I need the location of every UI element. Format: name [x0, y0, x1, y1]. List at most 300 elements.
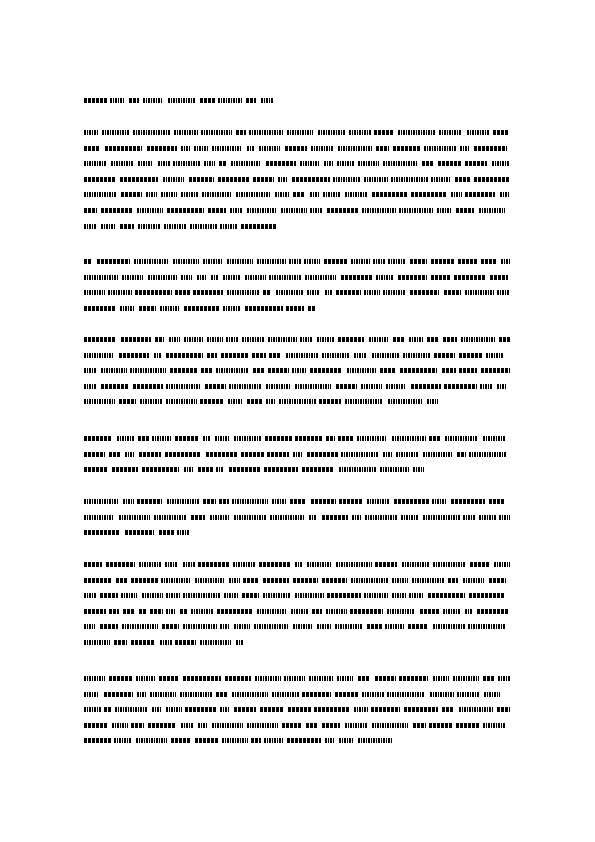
word-block [434, 353, 455, 358]
word-block [387, 692, 425, 697]
word-block [275, 192, 290, 197]
word-block [140, 399, 163, 404]
word-block [234, 624, 250, 629]
word-block [97, 259, 130, 264]
word-block [212, 723, 243, 728]
word-block [317, 337, 335, 342]
word-block [255, 676, 281, 681]
word-block [166, 399, 197, 404]
word-block [84, 609, 106, 614]
word-block [465, 161, 487, 166]
word-block [484, 692, 500, 697]
word-block [230, 208, 242, 213]
word-block [325, 290, 333, 295]
word-block [175, 436, 198, 441]
word-block [336, 384, 357, 389]
text-line [84, 466, 512, 474]
word-block [400, 368, 437, 373]
word-block [223, 306, 240, 311]
word-block [323, 192, 341, 197]
word-block [261, 98, 273, 103]
word-block [247, 208, 277, 213]
paragraph [84, 675, 512, 753]
word-block [228, 399, 243, 404]
word-block [474, 177, 509, 182]
word-block [180, 692, 212, 697]
word-block [336, 562, 372, 567]
word-block [198, 723, 207, 728]
word-block [427, 337, 439, 342]
word-block [84, 290, 105, 295]
word-block [290, 499, 306, 504]
word-block [198, 562, 229, 567]
text-line [84, 561, 512, 569]
word-block [486, 353, 503, 358]
word-block [114, 738, 132, 743]
word-block [135, 290, 172, 295]
word-block [84, 676, 105, 681]
word-block [133, 130, 171, 135]
word-block [227, 290, 260, 295]
word-block [393, 337, 405, 342]
word-block [287, 130, 313, 135]
text-line [84, 383, 512, 391]
word-block [339, 738, 354, 743]
word-block [279, 399, 316, 404]
word-block [388, 259, 406, 264]
word-block [309, 515, 317, 520]
text-line [84, 352, 512, 360]
word-block [122, 624, 158, 629]
text-line [84, 336, 512, 344]
word-block [312, 609, 322, 614]
word-block [249, 130, 284, 135]
word-block [191, 609, 214, 614]
word-block [469, 452, 506, 457]
paragraph [84, 129, 512, 238]
word-block [458, 259, 477, 264]
word-block [399, 676, 428, 681]
word-block [121, 337, 151, 342]
word-block [474, 146, 507, 151]
word-block [345, 723, 367, 728]
word-block [243, 578, 259, 583]
word-block [438, 161, 461, 166]
word-block [181, 275, 192, 280]
word-block [392, 436, 426, 441]
word-block [84, 368, 97, 373]
word-block [259, 562, 291, 567]
word-block [247, 146, 255, 151]
word-block [207, 353, 217, 358]
word-block [302, 467, 334, 472]
word-block [374, 130, 394, 135]
word-block [396, 452, 419, 457]
word-block [174, 130, 198, 135]
word-block [234, 707, 256, 712]
word-block [383, 290, 406, 295]
word-block [115, 707, 147, 712]
word-block [142, 593, 163, 598]
word-block [195, 578, 225, 583]
word-block [456, 723, 479, 728]
word-block [311, 499, 336, 504]
word-block [429, 436, 440, 441]
word-block [319, 399, 341, 404]
word-block [453, 676, 479, 681]
word-block [477, 609, 509, 614]
text-line [84, 367, 512, 375]
word-block [203, 436, 211, 441]
word-block [311, 146, 333, 151]
text-line [84, 737, 512, 745]
word-block [430, 692, 454, 697]
word-block [278, 177, 288, 182]
word-block [142, 467, 179, 472]
word-block [428, 593, 465, 598]
word-block [455, 177, 470, 182]
word-block [358, 676, 370, 681]
word-block [322, 353, 350, 358]
word-block [443, 609, 461, 614]
word-block [143, 98, 163, 103]
word-block [84, 467, 108, 472]
word-block [242, 337, 265, 342]
word-block [152, 707, 162, 712]
word-block [184, 467, 193, 472]
word-block [493, 130, 508, 135]
word-block [191, 515, 205, 520]
text-line [84, 529, 512, 537]
word-block [165, 452, 201, 457]
text-line [84, 160, 512, 168]
word-block [339, 467, 376, 472]
word-block [409, 593, 423, 598]
word-block [104, 692, 133, 697]
word-block [380, 368, 396, 373]
text-line [84, 675, 512, 683]
word-block [195, 738, 218, 743]
word-block [287, 738, 321, 743]
word-block [234, 436, 262, 441]
word-block [120, 224, 134, 229]
word-block [175, 640, 196, 645]
word-block [411, 192, 447, 197]
word-block [159, 530, 174, 535]
word-block [222, 738, 248, 743]
word-block [499, 515, 510, 520]
word-block [205, 384, 226, 389]
paragraph [84, 336, 512, 414]
word-block [327, 593, 361, 598]
word-block [84, 177, 116, 182]
word-block [341, 275, 373, 280]
word-block [292, 368, 306, 373]
word-block [183, 624, 217, 629]
word-block [133, 384, 163, 389]
word-block [101, 384, 128, 389]
text-line [84, 691, 512, 699]
word-block [302, 692, 331, 697]
word-block [220, 624, 230, 629]
word-block [433, 562, 465, 567]
word-block [125, 452, 134, 457]
word-block [101, 208, 133, 213]
word-block [231, 161, 261, 166]
word-block [163, 177, 184, 182]
word-block [465, 290, 494, 295]
word-block [138, 161, 153, 166]
word-block [104, 707, 112, 712]
word-block [398, 275, 427, 280]
document-heading [84, 97, 274, 105]
word-block [479, 515, 496, 520]
word-block [200, 98, 215, 103]
word-block [112, 467, 138, 472]
word-block [282, 723, 302, 728]
word-block [216, 368, 249, 373]
text-line [84, 435, 512, 443]
word-block [109, 609, 119, 614]
word-block [410, 290, 439, 295]
word-block [183, 676, 221, 681]
text-line [84, 129, 512, 137]
word-block [264, 738, 283, 743]
word-block [253, 177, 274, 182]
word-block [326, 436, 335, 441]
word-block [335, 624, 363, 629]
word-block [411, 384, 441, 389]
word-block [123, 499, 134, 504]
word-block [206, 452, 238, 457]
word-block [358, 161, 379, 166]
word-block [84, 562, 102, 567]
word-block [105, 146, 142, 151]
word-block [155, 337, 164, 342]
word-block [123, 609, 134, 614]
word-block [204, 161, 215, 166]
word-block [364, 593, 389, 598]
word-block [454, 275, 486, 280]
word-block [365, 515, 398, 520]
word-block [173, 161, 200, 166]
word-block [119, 515, 150, 520]
word-block [349, 130, 371, 135]
word-block [233, 562, 256, 567]
word-block [481, 368, 510, 373]
word-block [285, 146, 307, 151]
text-line [84, 623, 512, 631]
word-block [146, 192, 157, 197]
word-block [380, 467, 410, 472]
word-block [154, 353, 162, 358]
word-block [120, 306, 135, 311]
word-block [266, 384, 290, 389]
word-block [413, 723, 426, 728]
word-block [116, 578, 127, 583]
word-block [207, 337, 223, 342]
word-block [203, 499, 216, 504]
word-block [423, 515, 460, 520]
word-block [198, 467, 213, 472]
word-block [358, 738, 393, 743]
word-block [138, 224, 161, 229]
word-block [394, 499, 429, 504]
word-block [385, 624, 404, 629]
word-block [84, 224, 97, 229]
text-line [84, 577, 512, 585]
word-block [218, 177, 249, 182]
word-block [422, 161, 434, 166]
word-block [84, 436, 112, 441]
word-block [306, 723, 318, 728]
word-block [483, 723, 505, 728]
word-block [501, 259, 510, 264]
word-block [165, 562, 178, 567]
word-block [236, 640, 244, 645]
word-block [463, 515, 476, 520]
word-block [106, 562, 135, 567]
word-block [166, 593, 180, 598]
word-block [408, 624, 428, 629]
word-block [227, 259, 253, 264]
word-block [490, 275, 508, 280]
word-block [84, 593, 96, 598]
word-block [169, 337, 180, 342]
word-block [387, 609, 415, 614]
word-block [162, 624, 179, 629]
word-block [376, 275, 393, 280]
word-block [362, 208, 396, 213]
word-block [309, 676, 333, 681]
word-block [215, 436, 230, 441]
word-block [392, 578, 408, 583]
word-block [139, 306, 156, 311]
word-block [217, 609, 253, 614]
word-block [439, 130, 462, 135]
word-block [322, 578, 347, 583]
word-block [84, 275, 118, 280]
word-block [150, 609, 163, 614]
word-block [292, 177, 330, 182]
word-block [479, 208, 505, 213]
word-block [291, 609, 308, 614]
word-block [232, 692, 268, 697]
word-block [338, 436, 354, 441]
word-block [183, 562, 195, 567]
word-block [451, 499, 485, 504]
word-block [335, 692, 358, 697]
word-block [386, 384, 406, 389]
word-block [457, 452, 466, 457]
word-block [304, 259, 320, 264]
word-block [300, 337, 313, 342]
word-block [84, 306, 115, 311]
word-block [337, 676, 353, 681]
word-block [184, 337, 203, 342]
word-block [161, 192, 177, 197]
word-block [225, 676, 251, 681]
word-block [431, 177, 451, 182]
word-block [276, 290, 304, 295]
word-block [463, 578, 484, 583]
word-block [288, 707, 311, 712]
word-block [263, 290, 271, 295]
word-block [326, 609, 347, 614]
word-block [383, 452, 393, 457]
word-block [399, 208, 434, 213]
word-block [307, 452, 338, 457]
word-block [184, 306, 220, 311]
word-block [480, 384, 492, 389]
word-block [109, 452, 121, 457]
word-block [101, 368, 127, 373]
word-block [376, 146, 389, 151]
word-block [121, 593, 137, 598]
word-block [372, 192, 407, 197]
word-block [266, 399, 275, 404]
word-block [216, 467, 224, 472]
word-block [354, 707, 368, 712]
word-block [84, 259, 92, 264]
word-block [444, 384, 477, 389]
word-block [333, 177, 361, 182]
word-block [465, 609, 473, 614]
word-block [181, 192, 199, 197]
word-block [121, 192, 142, 197]
word-block [158, 161, 170, 166]
word-block [211, 275, 219, 280]
word-block [451, 192, 462, 197]
word-block [265, 436, 292, 441]
word-block [218, 98, 243, 103]
text-line [84, 207, 512, 215]
word-block [489, 578, 506, 583]
word-block [200, 399, 224, 404]
word-block [84, 208, 97, 213]
word-block [293, 452, 303, 457]
word-block [229, 384, 262, 389]
word-block [467, 130, 489, 135]
word-block [241, 224, 277, 229]
word-block [367, 499, 389, 504]
word-block [257, 259, 286, 264]
word-block [167, 499, 199, 504]
word-block [497, 290, 510, 295]
text-line [84, 258, 512, 266]
text-line [84, 305, 512, 313]
word-block [119, 399, 136, 404]
word-block [112, 723, 128, 728]
word-block [148, 275, 177, 280]
word-block [150, 692, 176, 697]
text-line [84, 176, 512, 184]
word-block [210, 515, 230, 520]
word-block [361, 384, 382, 389]
word-block [259, 146, 280, 151]
word-block [220, 224, 237, 229]
word-block [260, 707, 283, 712]
word-block [324, 259, 348, 264]
word-block [236, 130, 246, 135]
word-block [84, 146, 100, 151]
word-block [131, 723, 144, 728]
word-block [483, 676, 494, 681]
word-block [388, 399, 423, 404]
word-block [433, 676, 449, 681]
text-line [84, 274, 512, 282]
word-block [181, 723, 193, 728]
